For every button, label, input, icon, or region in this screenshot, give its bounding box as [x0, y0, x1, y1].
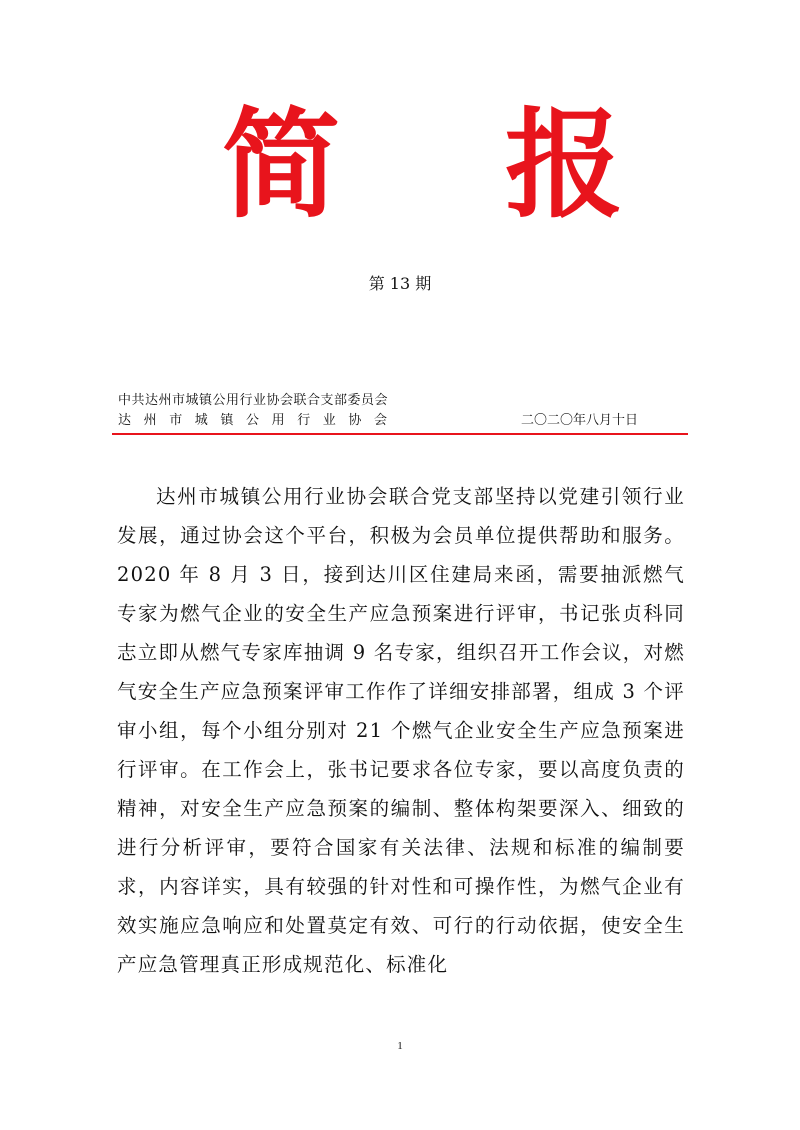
- issue-date: 二〇二〇年八月十日: [521, 413, 639, 428]
- body-paragraph: 达州市城镇公用行业协会联合党支部坚持以党建引领行业发展，通过协会这个平台，积极为会员单位提供帮助和服务。2020 年 8 月 3 日，接到达川区住建局来函，需要抽派燃气专家为燃气企业的安全生产应急预案进行评审，书记张贞科同志立即从燃气专家库抽调 9 名专家，组织召开工作会议，对燃气安全生产应急预案评审工作作了详细安排部署，组成 3 个评审小组，每个小组分别对 21 个燃气企业安全生产应急预案进行评审。在工作会上，张书记要求各位专家，要以高度负责的精神，对安全生产应急预案的编制、整体构架要深入、细致的进行分析评审，要符合国家有关法律、法规和标准的编制要求，内容详实，具有较强的针对性和可操作性，为燃气企业有效实施应急响应和处置莫定有效、可行的行动依据，使安全生产应急管理真正形成规范化、标准化: [117, 485, 685, 976]
- issuing-association: 达州市城镇公用行业协会: [118, 413, 400, 428]
- masthead-char-bao: 报: [505, 95, 624, 234]
- masthead-char-jian: 简: [222, 95, 341, 234]
- red-divider-rule: [112, 433, 688, 435]
- issue-number: 第 13 期: [368, 274, 432, 293]
- issuing-party-committee: 中共达州市城镇公用行业协会联合支部委员会: [118, 393, 389, 408]
- page-number: 1: [397, 1040, 403, 1052]
- masthead-title: [0, 95, 800, 234]
